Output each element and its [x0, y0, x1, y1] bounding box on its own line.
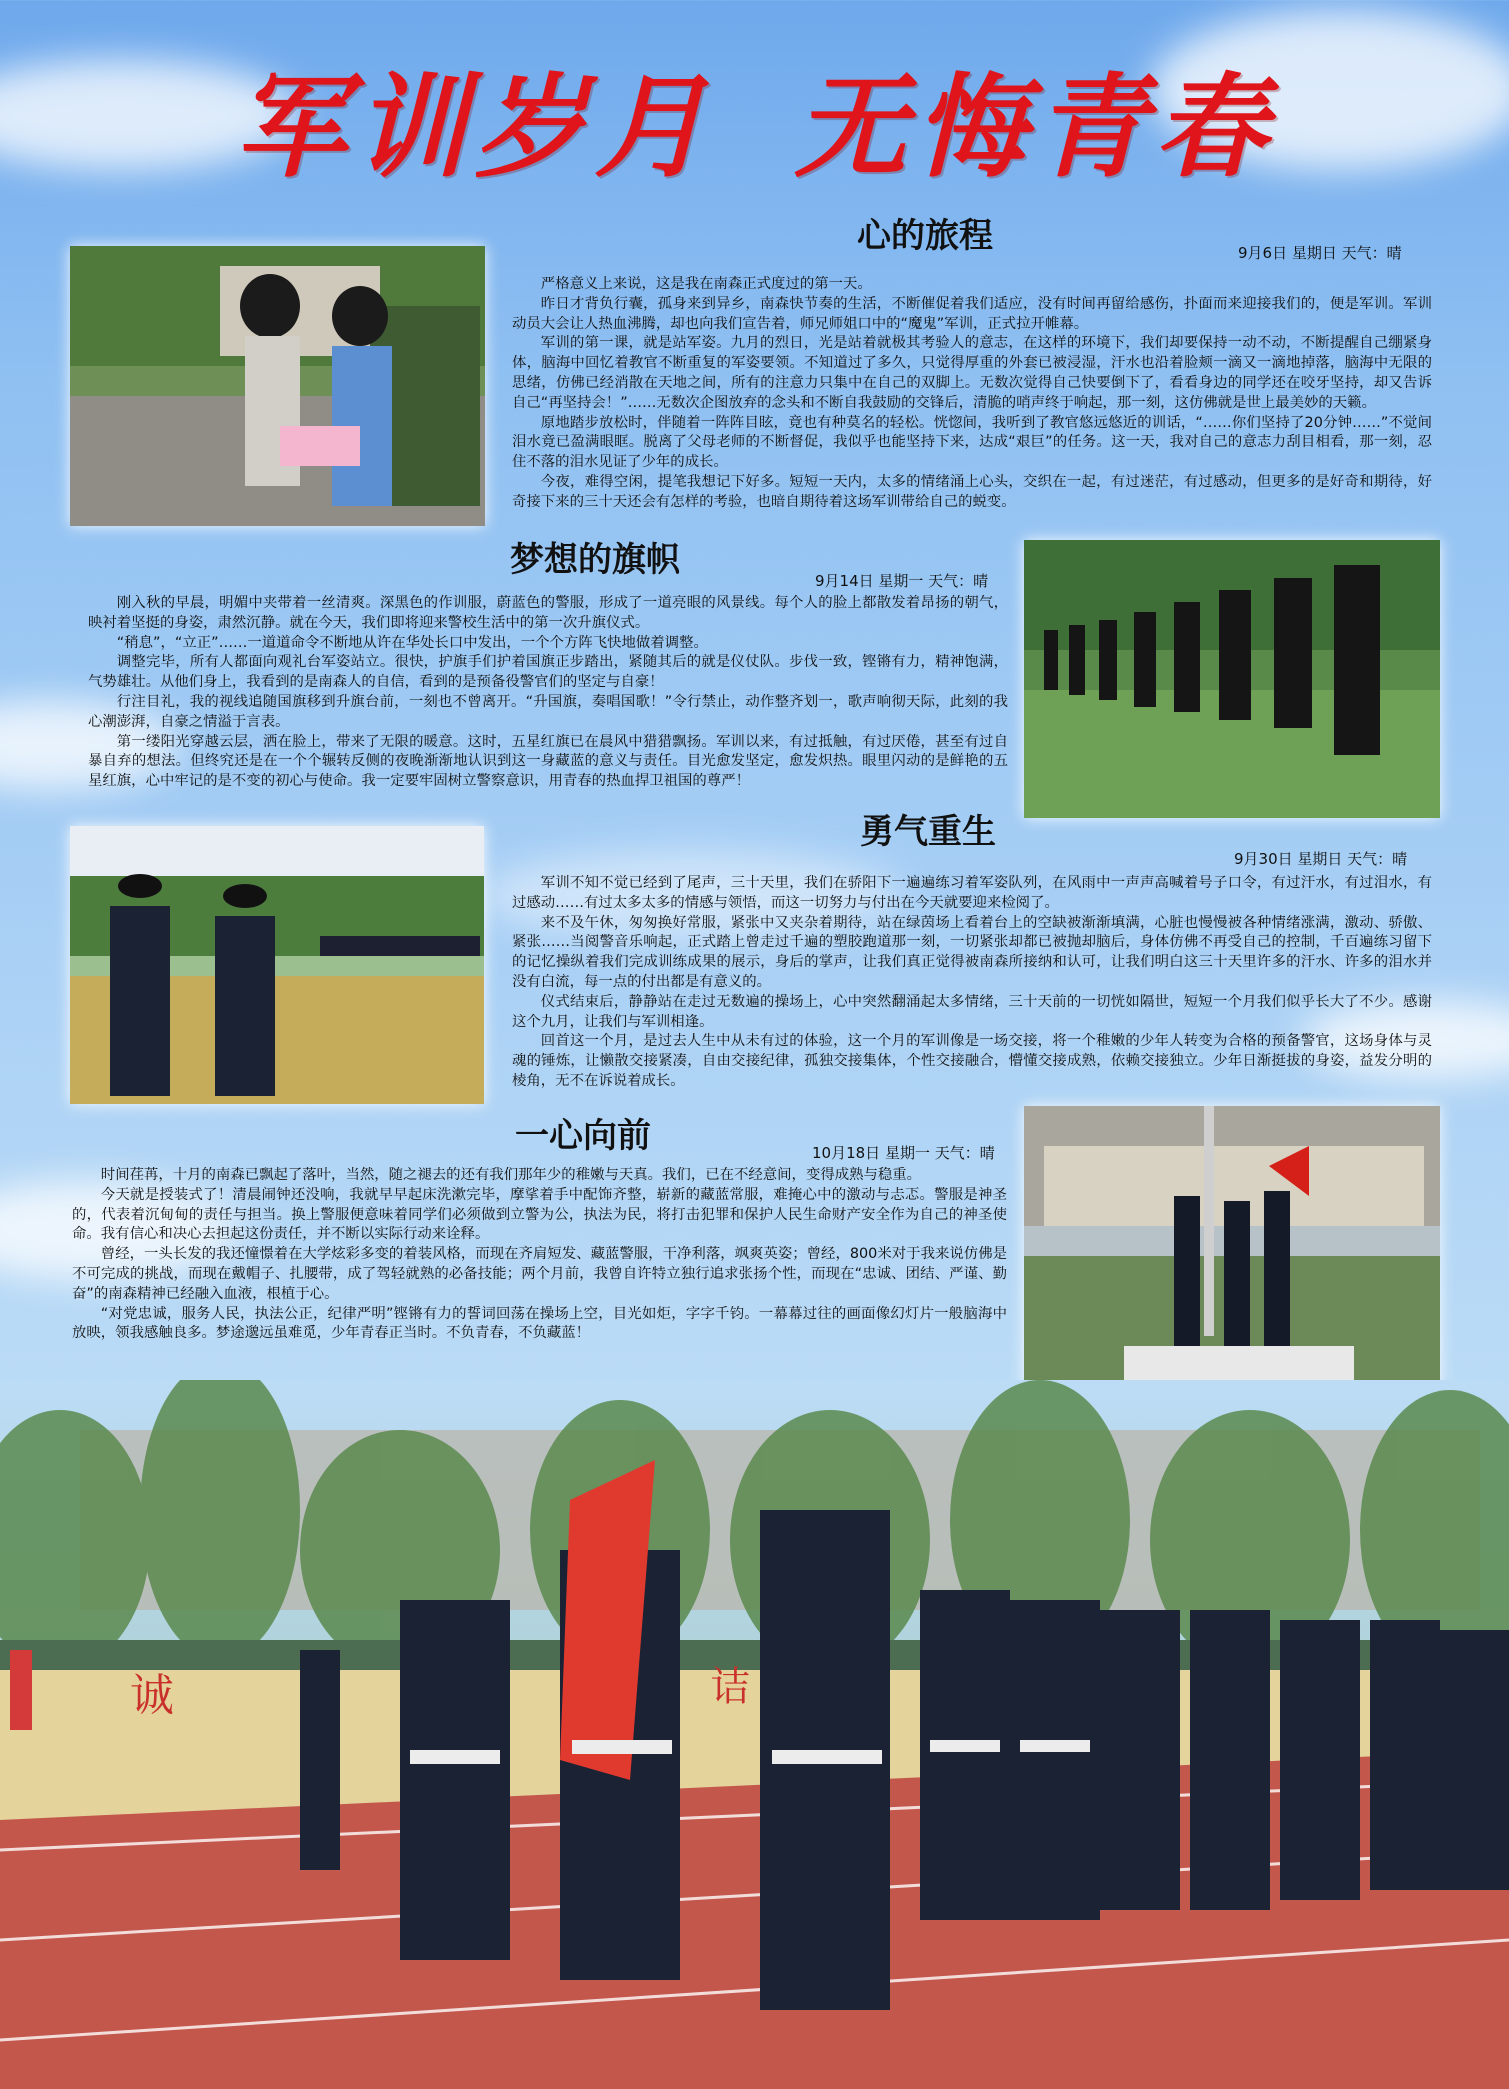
section-date: 9月6日 星期日 天气：晴	[1238, 244, 1402, 262]
paragraph: 第一缕阳光穿越云层，洒在脸上，带来了无限的暖意。这时，五星红旗已在晨风中猎猎飘扬。军训以来，有过抵触，有过厌倦，甚至有过自暴自弃的想法。但终究还是在一个个辗转反侧的夜晚渐渐地认识到这一身藏蓝的意义与责任。目光愈发坚定，愈发炽热。眼里闪动的是鲜艳的五星红旗，心中牢记的是不变的初心与使命。我一定要牢固树立警察意识，用青春的热血捍卫祖国的尊严！	[88, 733, 1008, 790]
paragraph: 严格意义上来说，这是我在南森正式度过的第一天。	[540, 276, 872, 292]
paragraph: 刚入秋的早晨，明媚中夹带着一丝清爽。深黑色的作训服，蔚蓝色的警服，形成了一道亮眼的风景线。每个人的脸上都散发着昂扬的朝气，映衬着坚挺的身姿，肃然沉静。就在今天，我们即将迎来警校生活中的第一次升旗仪式。	[88, 595, 1008, 631]
paragraph: 军训不知不觉已经到了尾声，三十天里，我们在骄阳下一遍遍练习着军姿队列，在风雨中一声声高喊着号子口令，有过汗水，有过泪水，有过感动……有过太多太多的情感与领悟，而这一切努力与付出在今天就要迎来检阅了。	[512, 875, 1432, 911]
section-body	[512, 874, 1432, 1092]
title-part-2: 无悔青春	[794, 62, 1275, 193]
paragraph: 昨日才背负行囊，孤身来到异乡，南森快节奏的生活，不断催促着我们适应，没有时间再留给感伤，扑面而来迎接我们的，便是军训。军训动员大会让人热血沸腾，却也向我们宣告着，师兄师姐口中的“魔鬼”军训，正式拉开帷幕。	[512, 295, 1432, 332]
title-part-1: 军训岁月	[234, 62, 715, 193]
paragraph: 行注目礼，我的视线追随国旗移到升旗台前，一刻也不曾离开。“升国旗，奏唱国歌！”令行禁止，动作整齐划一，歌声响彻天际，此刻的我心潮澎湃，自豪之情溢于言表。	[88, 693, 1008, 730]
section-heading: 梦想的旗帜	[510, 540, 680, 580]
paragraph: 调整完毕，所有人都面向观礼台军姿站立。很快，护旗手们护着国旗正步踏出，紧随其后的就是仪仗队。步伐一致，铿锵有力，精神饱满，气势雄壮。从他们身上，我看到的是南森人的自信，看到的是预备役警官们的坚定与自豪！	[88, 654, 1008, 691]
paragraph: 军训的第一课，就是站军姿。九月的烈日，光是站着就极其考验人的意志，在这样的环境下，我们却要保持一动不动，不断提醒自己绷紧身体，脑海中回忆着教官不断重复的军姿要领。不知道过了多久，只觉得厚重的外套已被浸湿，汗水也沿着脸颊一滴又一滴地掉落，脑海中无限的思绪，仿佛已经消散在天地之间，所有的注意力只集中在自己的双脚上。无数次觉得自己快要倒下了，看看身边的同学还在咬牙坚持，却又告诉自己“再坚持会！”……无数次企图放弃的念头和不断自我鼓励的交锋后，清脆的哨声终于响起，那一刻，这仿佛就是世上最美妙的天籁。	[512, 335, 1432, 411]
section-heading: 心的旅程	[857, 216, 993, 256]
paragraph: 曾经，一头长发的我还憧憬着在大学炫彩多变的着装风格，而现在齐肩短发、藏蓝警服，干净利落，飒爽英姿；曾经，800米对于我来说仿佛是不可完成的挑战，而现在戴帽子、扎腰带，成了驾轻就熟的必备技能；两个月前，我曾自许特立独行追求张扬个性，而现在“忠诚、团结、严谨、勤奋”的南森精神已经融入血液，根植于心。	[72, 1246, 1007, 1302]
banner-char-right: 诘	[710, 1664, 750, 1710]
banner-char-left: 诚	[130, 1670, 174, 1721]
paragraph: 来不及午休，匆匆换好常服，紧张中又夹杂着期待，站在绿茵场上看着台上的空缺被渐渐填满，心脏也慢慢被各种情绪涨满，激动、骄傲、紧张……当阅警音乐响起，正式踏上曾走过千遍的塑胶跑道那一刻，一切紧张却都已被抛却脑后，身体仿佛不再受自己的控制，千百遍练习留下的记忆操纵着我们完成训练成果的展示，身后的掌声，让我们真正觉得被南森所接纳和认可，让我们明白这三十天里许多的汗水、许多的泪水并没有白流，每一点的付出都是有意义的。	[512, 914, 1432, 990]
section-body	[72, 1166, 1007, 1344]
paragraph: 时间荏苒，十月的南森已飘起了落叶，当然，随之褪去的还有我们那年少的稚嫩与天真。我们，已在不经意间，变得成熟与稳重。	[100, 1167, 922, 1183]
photo-flag-raising	[1024, 1106, 1440, 1386]
paragraph: “对党忠诚，服务人民，执法公正，纪律严明”铿锵有力的誓词回荡在操场上空，目光如炬，字字千钧。一幕幕过往的画面像幻灯片一般脑海中放映，领我感触良多。梦途邈远虽难觅，少年青春正当时。不负青春，不负藏蓝！	[72, 1305, 1007, 1342]
photo-marching-drill	[1024, 540, 1440, 818]
section-heading: 勇气重生	[860, 812, 996, 852]
paragraph: 今夜，难得空闲，提笔我想记下好多。短短一天内，太多的情绪涌上心头，交织在一起，有过迷茫，有过感动，但更多的是好奇和期待，好奇接下来的三十天还会有怎样的考验，也暗自期待着这场军训带给自己的蜕变。	[512, 473, 1432, 510]
photo-honor-guard-salute	[70, 826, 484, 1104]
section-body	[88, 594, 1008, 792]
section-date: 9月14日 星期一 天气：晴	[815, 572, 989, 590]
paragraph: 原地踏步放松时，伴随着一阵阵目眩，竟也有种莫名的轻松。恍惚间，我听到了教官悠远悠近的训话，“……你们坚持了20分钟……”不觉间泪水竟已盈满眼眶。脱离了父母老师的不断督促，我似乎也能坚持下来，达成“艰巨”的任务。这一天，我对自己的意志力刮目相看，那一刻，忍住不落的泪水见证了少年的成长。	[512, 414, 1432, 471]
paragraph: 仪式结束后，静静站在走过无数遍的操场上，心中突然翻涌起太多情绪，三十天前的一切恍如隔世，短短一个月我们似乎长大了不少。感谢这个九月，让我们与军训相逢。	[512, 993, 1432, 1030]
paragraph: “稍息”，“立正”……一道道命令不断地从许在华处长口中发出，一个个方阵飞快地做着调整。	[116, 634, 708, 651]
section-body	[512, 275, 1432, 513]
section-date: 9月30日 星期日 天气：晴	[1234, 850, 1408, 868]
paragraph: 回首这一个月，是过去人生中从未有过的体验，这一个月的军训像是一场交接，将一个稚嫩的少年人转变为合格的预备警官，这场身体与灵魂的锤炼，让懒散交接紧凑，自由交接纪律，孤独交接集体，个性交接融合，懵懂交接成熟，依赖交接独立。少年日渐挺拔的身姿，益发分明的棱角，无不在诉说着成长。	[512, 1033, 1432, 1089]
section-date: 10月18日 星期一 天气：晴	[812, 1144, 995, 1162]
photo-parade-review	[0, 1380, 1509, 2089]
photo-check-in	[70, 246, 485, 526]
section-heading: 一心向前	[515, 1116, 651, 1156]
page-title	[0, 38, 1509, 199]
paragraph: 今天就是授装式了！清晨闹钟还没响，我就早早起床洗漱完毕，摩挲着手中配饰齐整，崭新的藏蓝常服，难掩心中的激动与忐忑。警服是神圣的，代表着沉甸甸的责任与担当。换上警服便意味着同学们必须做到立警为公，执法为民，将打击犯罪和保护人民生命财产安全作为自己的神圣使命。我有信心和决心去担起这份责任，并不断以实际行动来诠释。	[72, 1186, 1007, 1243]
